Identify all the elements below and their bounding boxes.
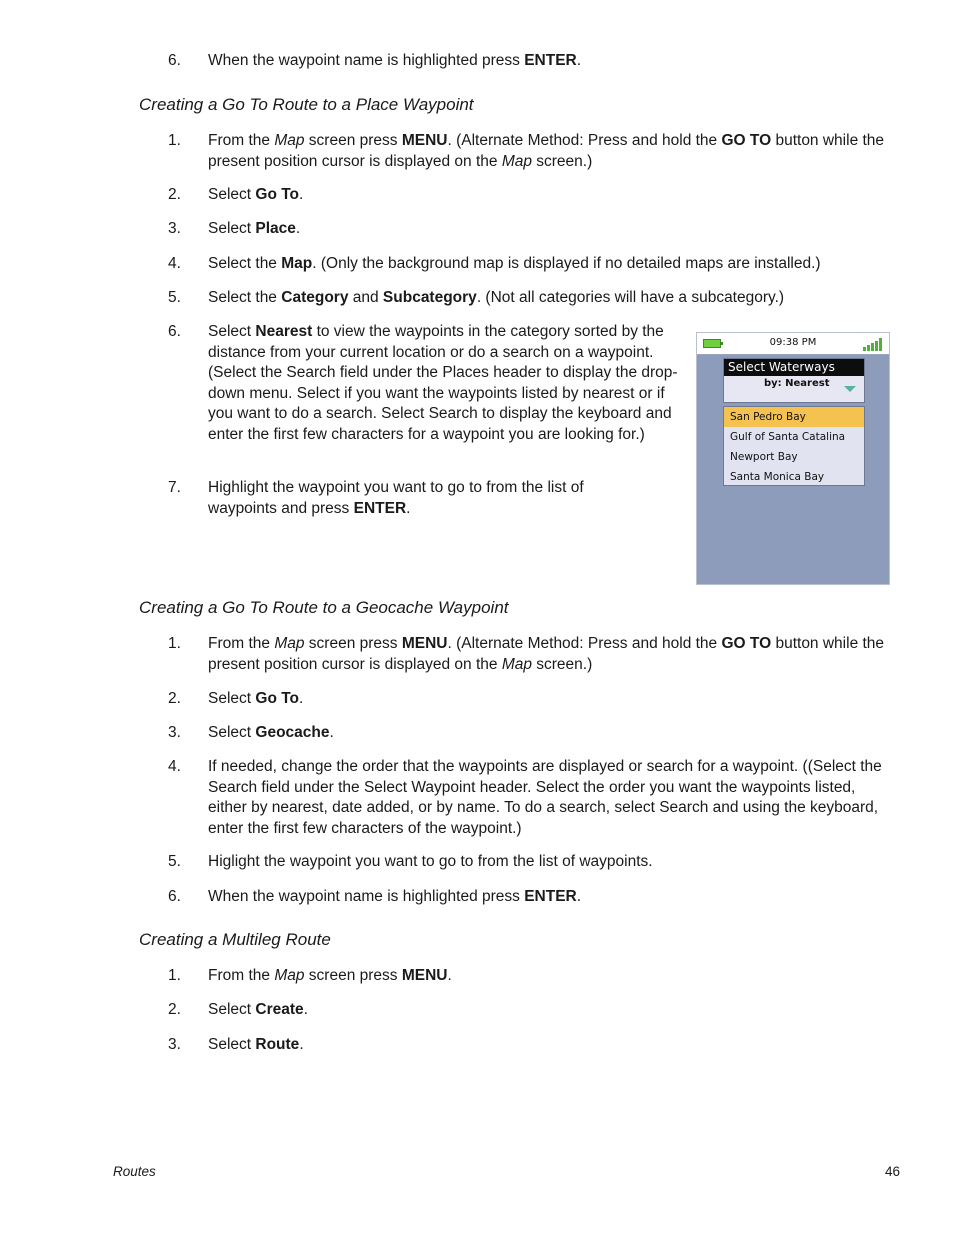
header-title: Select Waterways (724, 359, 864, 376)
signal-strength-icon (863, 338, 885, 351)
step-text: Select Go To. (208, 186, 304, 203)
step-text: From the Map screen press MENU. (Alternate Method: Press and hold the GO TO button while the present position cursor is displayed on the Map screen.) (208, 635, 885, 673)
step-number: 6. (168, 52, 181, 69)
step-text: If needed, change the order that the waypoints are displayed or search for a waypoint. ((Select the Search field under the Select Waypoint header. Select the order you want the waypoints listed, either by nearest, date added, or by name. To do a search, select Search and using the keyboard, enter the first few characters of the waypoint.) (208, 758, 882, 837)
step-number: 5. (168, 289, 181, 306)
waterways-header[interactable] (723, 358, 865, 403)
status-bar (697, 333, 889, 355)
section-heading-multileg-route: Creating a Multileg Route (139, 930, 331, 949)
step-text: Highlight the waypoint you want to go to from the list of waypoints and press ENTER. (208, 479, 584, 517)
step-number: 6. (168, 323, 181, 340)
step-text: Select Geocache. (208, 724, 334, 741)
step-number: 1. (168, 132, 181, 149)
step-number: 2. (168, 186, 181, 203)
footer-section-name: Routes (113, 1164, 156, 1179)
page-number: 46 (884, 1164, 900, 1179)
step-text: From the Map screen press MENU. (Alternate Method: Press and hold the GO TO button while the present position cursor is displayed on the Map screen.) (208, 132, 885, 170)
step-text: From the Map screen press MENU. (208, 967, 452, 984)
step-text: Select the Category and Subcategory. (Not all categories will have a subcategory.) (208, 289, 785, 306)
device-screenshot (696, 332, 890, 585)
section-heading-place-waypoint: Creating a Go To Route to a Place Waypoint (139, 95, 474, 114)
clock-time: 09:38 PM (769, 337, 817, 348)
step-number: 2. (168, 1001, 181, 1018)
list-item[interactable]: San Pedro Bay (724, 407, 864, 427)
waypoint-list (723, 406, 865, 486)
step-text: Select Place. (208, 220, 301, 237)
step-text: Select Create. (208, 1001, 308, 1018)
step-text: When the waypoint name is highlighted press ENTER. (208, 888, 582, 905)
step-number: 7. (168, 479, 181, 496)
section-heading-geocache-waypoint: Creating a Go To Route to a Geocache Waypoint (139, 598, 509, 617)
step-number: 1. (168, 635, 181, 652)
step-text: Select Route. (208, 1036, 304, 1053)
step-number: 3. (168, 220, 181, 237)
step-number: 3. (168, 1036, 181, 1053)
step-text: Higlight the waypoint you want to go to from the list of waypoints. (208, 853, 653, 870)
step-number: 4. (168, 758, 181, 775)
step-text: Select the Map. (Only the background map is displayed if no detailed maps are installed.) (208, 255, 821, 272)
list-item[interactable]: Newport Bay (730, 451, 798, 463)
step-text: When the waypoint name is highlighted press ENTER. (208, 52, 582, 69)
step-text: Select Go To. (208, 690, 304, 707)
step-number: 2. (168, 690, 181, 707)
step-number: 6. (168, 888, 181, 905)
chevron-down-icon[interactable] (844, 386, 856, 392)
sort-dropdown[interactable]: by: Nearest (764, 378, 830, 389)
step-number: 1. (168, 967, 181, 984)
step-number: 3. (168, 724, 181, 741)
step-text: Select Nearest to view the waypoints in the category sorted by the distance from your current location or do a search on a waypoint. (Select the Search field under the Places header to display the drop-down menu. Select if you want the waypoints listed by nearest or if you want to do a search. Select Search to display the keyboard and enter the first few characters for a waypoint you are looking for.) (208, 323, 678, 443)
list-item[interactable]: Santa Monica Bay (730, 471, 825, 483)
step-number: 5. (168, 853, 181, 870)
list-item[interactable]: Gulf of Santa Catalina (730, 431, 846, 443)
step-number: 4. (168, 255, 181, 272)
